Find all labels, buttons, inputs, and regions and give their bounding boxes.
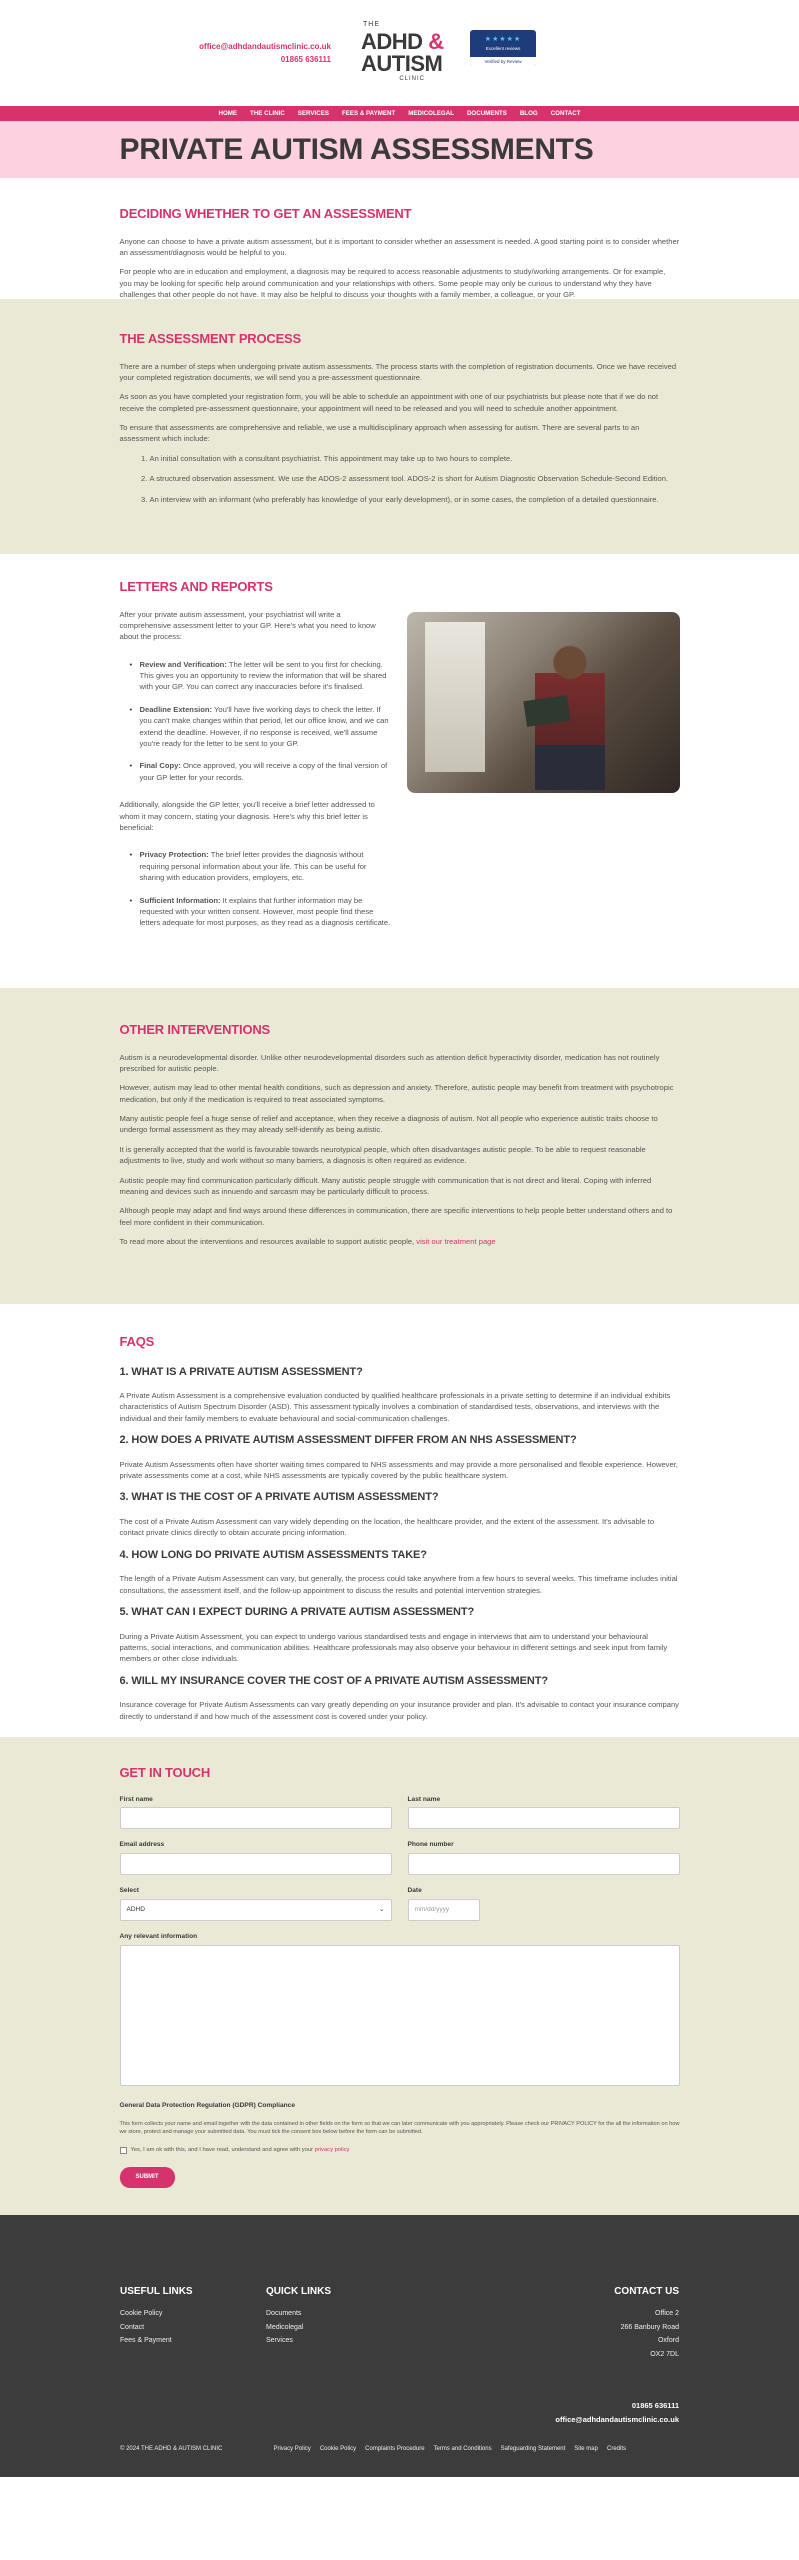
letters-intro: After your private autism assessment, your psychiatrist will write a comprehensive assessment letter to your GP. Here's what you need to know about the process: <box>119 609 376 642</box>
useful-links-heading: USEFUL LINKS <box>120 2286 193 2297</box>
deciding-section <box>0 178 799 299</box>
process-heading: THE ASSESSMENT PROCESS <box>119 331 301 346</box>
list-item-text: The letter will be sent to you first for checking. This gives you an opportunity to review the information that will be shared with your GP. You can correct any inaccuracies before it's finalised. <box>139 659 387 692</box>
footer-link[interactable]: Fees & Payment <box>120 2337 172 2344</box>
list-item-bold: Deadline Extension: <box>139 704 213 714</box>
interventions-last <box>120 1236 680 1247</box>
first-name-label: First name <box>119 1795 153 1803</box>
main-nav <box>0 106 799 121</box>
gdpr-text: This form collects your name and email together with the data contained in other fields on the form so that we can later communicate with you appropriately. Please check our PRIVACY POLICY for the all the information on how we store, protect and manage your submitted data. You must tick the consent box below before the form can be submitted. <box>119 2120 680 2136</box>
address-line: 266 Banbury Road <box>620 2323 679 2331</box>
footer-link[interactable]: Medicolegal <box>266 2323 304 2331</box>
process-p2: As soon as you have completed your registration form, you will be able to schedule an appointment with one of our psychiatrists but please note that if we do not receive the completed pre-assessment questionnaire, your appointment will need to be released and you will need to schedule another appointment. <box>119 392 659 413</box>
faq-answer: During a Private Autism Assessment, you can expect to undergo various standardised tests and engage in interviews that aim to understand your behavioural patterns, social interactions, and communication abilities. Healthcare professionals may also observe your behaviour in different settings and seek input from family members or other close individuals. <box>119 1631 668 1664</box>
interventions-p: Although people may adapt and find ways around these differences in communication, there are specific interventions to help people better understand others and to feel more confident in their communication. <box>119 1206 673 1227</box>
treatment-page-link[interactable]: visit our treatment page <box>416 1237 496 1247</box>
letters-list <box>130 659 392 784</box>
logo-clinic: CLINIC <box>399 75 425 82</box>
man-reading-photo <box>407 612 680 793</box>
nav-item-medicolegal[interactable]: MEDICOLEGAL <box>408 109 454 117</box>
form-heading: GET IN TOUCH <box>119 1765 211 1780</box>
footer-phone-link[interactable]: 01865 636111 <box>631 2401 679 2410</box>
footer-bottom-link[interactable]: Safeguarding Statement <box>500 2446 566 2452</box>
list-item-bold: Final Copy: <box>139 761 181 771</box>
hero-banner <box>0 121 799 178</box>
nav-item-the-clinic[interactable]: THE CLINIC <box>250 109 285 117</box>
header-email-link[interactable]: office@adhdandautismclinic.co.uk <box>199 42 331 51</box>
footer-link[interactable]: Documents <box>266 2310 302 2317</box>
phone-input[interactable] <box>408 1853 680 1875</box>
nav-item-services[interactable]: SERVICES <box>297 109 329 117</box>
privacy-policy-link[interactable]: privacy policy <box>314 2146 350 2153</box>
faq-question: 4. HOW LONG DO PRIVATE AUTISM ASSESSMENTS TAKE? <box>119 1548 427 1561</box>
process-steps <box>150 453 680 505</box>
logo-amp: & <box>428 28 444 54</box>
badge-text: Excellent reviews <box>485 45 521 51</box>
footer-bottom-link[interactable]: Site map <box>574 2446 598 2452</box>
faq-question: 2. HOW DOES A PRIVATE AUTISM ASSESSMENT DIFFER FROM AN NHS ASSESSMENT? <box>119 1434 577 1447</box>
letters-list-2 <box>130 849 392 928</box>
footer-bottom-link[interactable]: Cookie Policy <box>319 2446 357 2452</box>
star-rating-icon: ★★★★★ <box>484 36 522 43</box>
email-label: Email address <box>119 1841 165 1849</box>
interventions-section <box>0 988 799 1304</box>
process-step: 3. An interview with an informant (who preferably has knowledge of your early development), or in some cases, the completion of a detailed questionnaire. <box>150 494 680 505</box>
badge-strip: Verified by Review <box>470 57 536 66</box>
nav-item-home[interactable]: HOME <box>218 109 238 117</box>
letters-heading: LETTERS AND REPORTS <box>119 579 273 594</box>
interventions-p: Autistic people may find communication particularly difficult. Many autistic people struggle with communication that is not direct and literal. Coping with inferred meaning and devices such as innuendo and sarcasm may be particularly difficult to process. <box>119 1175 652 1197</box>
list-item-bold: Review and Verification: <box>139 659 227 669</box>
consent-row <box>120 2146 680 2155</box>
deciding-heading: DECIDING WHETHER TO GET AN ASSESSMENT <box>119 206 412 221</box>
letters-section <box>0 554 799 988</box>
address-line: Office 2 <box>655 2310 679 2317</box>
contact-form-section <box>0 1737 799 2215</box>
nav-item-documents[interactable]: DOCUMENTS <box>466 109 507 117</box>
list-item-text: The brief letter provides the diagnosis without requiring personal information about your life. This can be useful for sharing with education providers, employers, etc. <box>139 850 367 883</box>
footer-bottom-link[interactable]: Privacy Policy <box>273 2446 311 2452</box>
faq-answer: A Private Autism Assessment is a comprehensive evaluation conducted by qualified healthcare professionals in a private setting to determine if an individual exhibits characteristics of Autism Spectrum Disorder (ASD). This assessment typically involves a combination of standardised tests, observations, and interviews with the individual and their family members to evaluate behavioural and social-communication challenges. <box>119 1391 671 1423</box>
select-value: ADHD <box>126 1906 145 1914</box>
faq-answer: The cost of a Private Autism Assessment can vary widely depending on the location, the healthcare provider, and the extent of the assessment. It's advisable to contact private clinics directly to obtain accurate pricing information. <box>119 1516 655 1538</box>
logo-adhd: ADHD <box>361 28 423 54</box>
process-p1: There are a number of steps when undergoing private autism assessments. The process starts with the completion of registration documents. Once we have received your completed registration documents, we will send you a pre-assessment questionnaire. <box>119 361 677 382</box>
logo-the: THE <box>363 21 380 28</box>
interventions-heading: OTHER INTERVENTIONS <box>119 1022 271 1037</box>
site-header <box>0 0 799 106</box>
first-name-input[interactable] <box>120 1807 392 1829</box>
faq-question: 6. WILL MY INSURANCE COVER THE COST OF A PRIVATE AUTISM ASSESSMENT? <box>119 1674 548 1687</box>
contact-us-heading: CONTACT US <box>614 2286 679 2297</box>
footer-link[interactable]: Contact <box>120 2323 145 2331</box>
process-p3: To ensure that assessments are comprehensive and reliable, we use a multidisciplinary approach when assessing for autism. There are several parts to an assessment which include: <box>119 423 640 444</box>
interventions-last-text: To read more about the interventions and resources available to support autistic people, <box>119 1237 417 1247</box>
faq-answer: Insurance coverage for Private Autism Assessments can vary greatly depending on your insurance provider and plan. It's advisable to contact your insurance company directly to understand if and how much of the assessment cost is covered under your policy. <box>119 1700 679 1721</box>
interventions-p: Autism is a neurodevelopmental disorder. Unlike other neurodevelopmental disorders such as attention deficit hyperactivity disorder, medication has not routinely prescribed for autistic people. <box>119 1052 660 1073</box>
interventions-p: However, autism may lead to other mental health conditions, such as depression and anxiety. Therefore, autistic people may benefit from treatment with psychotropic medication, but only if the medication is required to treat associated symptoms. <box>119 1083 674 1104</box>
interventions-p: Many autistic people feel a huge sense of relief and acceptance, when they receive a diagnosis of autism. Not all people who experience autistic traits choose to undergo formal assessment as they may already self-identify as being autistic. <box>119 1114 658 1135</box>
list-item <box>130 704 392 750</box>
footer-link[interactable]: Services <box>266 2337 293 2344</box>
list-item-text: Once approved, you will receive a copy of the final version of your GP letter for your records. <box>139 761 388 782</box>
process-step: 2. A structured observation assessment. We use the ADOS-2 assessment tool. ADOS-2 is short for Autism Diagnostic Observation Schedule-Second Edition. <box>150 473 680 484</box>
email-input[interactable] <box>120 1853 392 1875</box>
list-item-text: It explains that further information may be requested with your written consent. However, most people find these letters adequate for most purposes, as they read as a diagnosis certificate. <box>139 895 391 928</box>
deciding-p2: For people who are in education and employment, a diagnosis may be required to access reasonable adjustments to study/working arrangements. Or for example, you may be looking for specific help around communication and your relationships with others. Some people may only be curious to understand why they have challenges that other people do not have. It may also be helpful to discuss your thoughts with a family member, a colleague, or your GP. <box>119 267 666 300</box>
submit-button[interactable]: SUBMIT <box>120 2167 175 2188</box>
consent-text: Yes, I am ok with this, and I have read, understand and agree with your <box>130 2146 315 2153</box>
consent-checkbox[interactable] <box>120 2147 127 2154</box>
faq-question: 5. WHAT CAN I EXPECT DURING A PRIVATE AUTISM ASSESSMENT? <box>119 1606 475 1619</box>
nav-item-fees-payment[interactable]: FEES & PAYMENT <box>341 109 396 117</box>
footer-link[interactable]: Cookie Policy <box>120 2310 163 2317</box>
date-label: Date <box>407 1887 422 1895</box>
faq-question: 3. WHAT IS THE COST OF A PRIVATE AUTISM ASSESSMENT? <box>119 1491 439 1504</box>
process-section <box>0 299 799 554</box>
last-name-label: Last name <box>407 1795 441 1803</box>
deciding-p1: Anyone can choose to have a private autism assessment, but it is important to consider whether an assessment is needed. A good starting point is to consider whether an assessment/diagnosis would be helpful to you. <box>119 236 680 257</box>
letters-intro2: Additionally, alongside the GP letter, you'll receive a brief letter addressed to whom it may concern, stating your diagnosis. Here's why this brief letter is beneficial: <box>119 800 375 832</box>
info-textarea[interactable] <box>120 1945 680 2086</box>
service-select[interactable] <box>120 1899 392 1921</box>
list-item <box>130 849 392 883</box>
faq-question: 1. WHAT IS A PRIVATE AUTISM ASSESSMENT? <box>119 1365 363 1378</box>
interventions-p: It is generally accepted that the world is favourable towards neurotypical people, which often disadvantages autistic people. To be able to request reasonable adjustments to live, study and work without so many barriers, a diagnosis is often required as evidence. <box>119 1144 646 1166</box>
list-item <box>130 760 392 783</box>
last-name-input[interactable] <box>408 1807 680 1829</box>
select-label: Select <box>119 1887 139 1895</box>
faq-answer: Private Autism Assessments often have shorter waiting times compared to NHS assessments and may provide a more personalised and flexible experience. However, private assessments come at a cost, while NHS assessments are typically covered by the public healthcare system. <box>119 1459 678 1481</box>
list-item <box>130 895 392 929</box>
address-line: Oxford <box>657 2337 679 2344</box>
chevron-down-icon: ⌄ <box>379 1906 385 1914</box>
logo-autism: AUTISM <box>361 50 443 76</box>
site-footer <box>0 2215 799 2477</box>
list-item-bold: Sufficient Information: <box>139 895 221 905</box>
phone-label: Phone number <box>407 1841 454 1849</box>
page-title: PRIVATE AUTISM ASSESSMENTS <box>119 133 594 166</box>
nav-item-contact[interactable]: CONTACT <box>550 109 581 117</box>
info-label: Any relevant information <box>119 1933 198 1941</box>
list-item <box>130 659 392 693</box>
footer-bottom-link[interactable]: Terms and Conditions <box>433 2446 492 2452</box>
date-input[interactable]: mm/dd/yyyy <box>408 1899 480 1921</box>
footer-bottom-link[interactable]: Credits <box>606 2446 626 2452</box>
footer-bottom-link[interactable]: Complaints Procedure <box>365 2446 425 2452</box>
header-phone-link[interactable]: 01865 636111 <box>280 54 331 64</box>
site-logo[interactable] <box>361 20 445 84</box>
faqs-heading: FAQS <box>119 1334 155 1349</box>
copyright: © 2024 THE ADHD & AUTISM CLINIC <box>120 2446 223 2452</box>
faq-answer: The length of a Private Autism Assessment can vary, but generally, the process could take anywhere from a few hours to several weeks. This timeframe includes initial consultations, the assessment itself, and the follow-up appointment to discuss the results and potential intervention strategies. <box>119 1574 678 1595</box>
list-item-bold: Privacy Protection: <box>139 850 209 860</box>
nav-item-blog[interactable]: BLOG <box>519 109 538 117</box>
review-badge[interactable] <box>470 30 536 66</box>
gdpr-heading: General Data Protection Regulation (GDPR) Compliance <box>119 2102 295 2110</box>
header-contact <box>199 41 331 67</box>
footer-email-link[interactable]: office@adhdandautismclinic.co.uk <box>555 2415 679 2425</box>
quick-links-heading: QUICK LINKS <box>266 2286 331 2297</box>
list-item-text: You'll have five working days to check the letter. If you can't make changes within that period, let our office know, and we can extend the deadline. However, if no response is received, we'll assume you're ready for the letter to be sent to your GP. <box>139 704 389 749</box>
process-step: 1. An initial consultation with a consultant psychiatrist. This appointment may take up to two hours to complete. <box>150 453 680 464</box>
faqs-section <box>0 1304 799 1737</box>
address-line: OX2 7DL <box>650 2350 679 2358</box>
